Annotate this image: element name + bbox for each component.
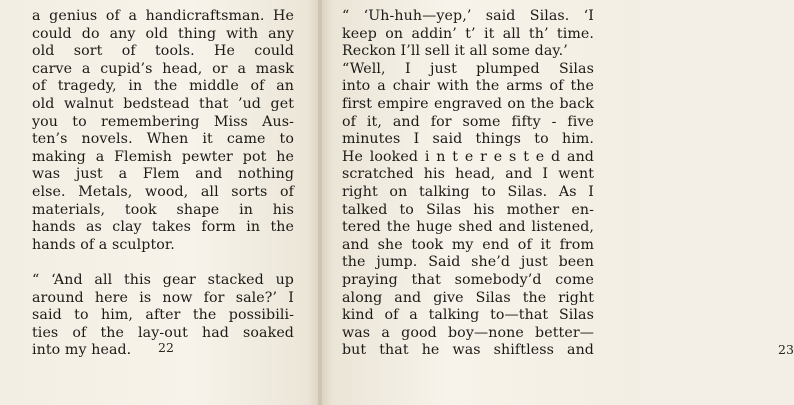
text-line: old sort of tools. He could	[32, 43, 294, 60]
text-line: ten’s novels. When it came to	[32, 131, 294, 148]
text-line: materials, took shape in his	[32, 201, 294, 218]
text-line: making a Flemish pewter pot he	[32, 148, 294, 165]
page-number-right: 23	[778, 342, 794, 357]
page-number-left: 22	[158, 340, 174, 355]
text-line: ties of the lay-out had soaked	[32, 324, 294, 341]
text-line: minutes I said things to him.	[342, 131, 594, 148]
text-line: scratched his head, and I went	[342, 166, 594, 183]
text-line: tered the huge shed and listened,	[342, 219, 594, 236]
left-paragraph-1	[32, 8, 294, 254]
text-line: was a good boy—none better—	[342, 324, 594, 341]
text-line: praying that somebody’d come	[342, 271, 594, 288]
text-line: a genius of a handicraftsman. He	[32, 8, 294, 24]
text-line: was just a Flem and nothing	[32, 166, 294, 183]
left-page	[0, 0, 320, 405]
text-line: carve a cupid’s head, or a mask	[32, 60, 294, 77]
right-page-text	[342, 8, 594, 360]
text-line: old walnut bedstead that ’ud get	[32, 95, 294, 112]
text-line: “ ‘Uh-huh—yep,’ said Silas. ‘I	[342, 8, 594, 24]
text-line: the jump. Said she’d just been	[342, 254, 594, 271]
text-line: said to him, after the possibili-	[32, 307, 294, 324]
text-line: “ ‘And all this gear stacked up	[32, 271, 294, 288]
text-line: He looked i n t e r e s t e d and	[342, 148, 594, 165]
text-line: Reckon I’ll sell it all some day.’	[342, 43, 568, 60]
text-line: could do any old thing with any	[32, 25, 294, 42]
text-line: around here is now for sale?’ I	[32, 289, 294, 306]
text-line: kind of a talking to—that Silas	[342, 307, 594, 324]
text-line: of it, and for some fifty - five	[342, 113, 594, 130]
left-page-text	[32, 8, 294, 360]
text-line: but that he was shiftless and	[342, 342, 594, 359]
text-line: and she took my end of it from	[342, 236, 594, 253]
text-line: hands as clay takes form in the	[32, 219, 294, 236]
text-line: else. Metals, wood, all sorts of	[32, 183, 294, 200]
text-line: hands of a sculptor.	[32, 236, 175, 253]
text-line: first empire engraved on the back	[342, 95, 594, 112]
right-paragraph-1	[342, 8, 594, 61]
text-line: right on talking to Silas. As I	[342, 183, 594, 200]
right-paragraph-2	[342, 61, 594, 360]
book-gutter	[318, 0, 322, 405]
text-line: into a chair with the arms of the	[342, 78, 594, 95]
text-line: of tragedy, in the middle of an	[32, 78, 294, 95]
paragraph-gap	[32, 254, 294, 272]
text-line: “Well, I just plumped Silas	[342, 60, 594, 77]
text-line: into my head.	[32, 342, 132, 359]
text-line: you to remembering Miss Aus-	[32, 113, 294, 130]
text-line: keep on addin’ t’ it all th’ time.	[342, 25, 594, 42]
text-line: talked to Silas his mother en-	[342, 201, 594, 218]
text-line: along and give Silas the right	[342, 289, 594, 306]
